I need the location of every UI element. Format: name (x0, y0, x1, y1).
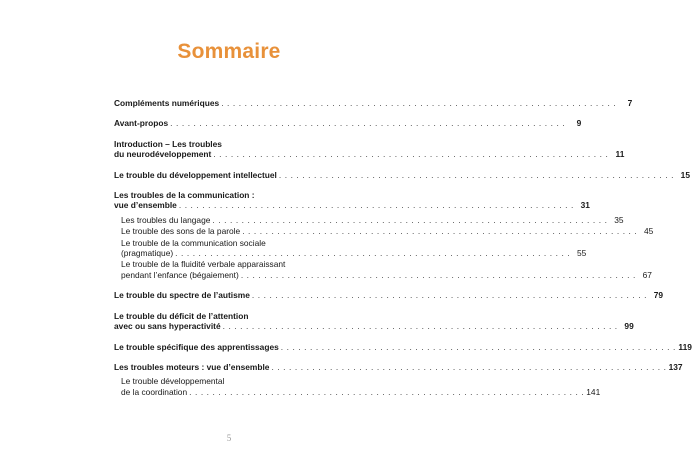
toc-entry-last-line (114, 98, 633, 108)
toc-entry-title-line: Les troubles de la communication : (114, 190, 255, 201)
toc-entry-title-line: Introduction – Les troubles (114, 138, 222, 149)
toc-entry (114, 290, 664, 301)
dot-leader: . . . . . . . . . . . . . . . . . . . . . . . . . . . . . . . . . . . . . . . . . . . . . . . . . . . . . . . . . . . . . . . . . . . . (221, 98, 617, 108)
dot-leader: . . . . . . . . . . . . . . . . . . . . . . . . . . . . . . . . . . . . . . . . . . . . . . . . . . . . . . . . . . . . . . . . . . . . (222, 321, 618, 332)
toc-entry-title-line: du neurodéveloppement (114, 149, 212, 160)
toc-entry (114, 118, 582, 129)
dot-leader: . . . . . . . . . . . . . . . . . . . . . . . . . . . . . . . . . . . . . . . . . . . . . . . . . . . . . . . . . . . . . . . . . . . . (271, 361, 667, 372)
dot-leader: . . . . . . . . . . . . . . . . . . . . . . . . . . . . . . . . . . . . . . . . . . . . . . . . . . . . . . . . . . . . . . . . . . . . (251, 290, 648, 301)
toc-page-number: 35 (614, 214, 624, 225)
toc-entry (114, 310, 634, 332)
toc-page-number: 11 (615, 149, 625, 160)
toc-entry-title-line: Compléments numériques (114, 98, 220, 108)
toc-subentry (114, 237, 587, 259)
toc-entry (114, 361, 683, 372)
toc-entry-last-line (121, 248, 587, 259)
toc-entry-title-line: Le trouble de la communication sociale (121, 237, 266, 248)
toc-entry-title-line: Le trouble du déficit de l’attention (114, 310, 249, 321)
toc-entry-title-line: Le trouble de la fluidité verbale apparaissant (121, 259, 286, 270)
dot-leader: . . . . . . . . . . . . . . . . . . . . . . . . . . . . . . . . . . . . . . . . . . . . . . . . . . . . . . . . . . . . . . . . . . . . (278, 169, 674, 180)
dot-leader: . . . . . . . . . . . . . . . . . . . . . . . . . . . . . . . . . . . . . . . . . . . . . . . . . . . . . . . . . . . . . . . . . . . . (175, 248, 571, 259)
toc-entry-last-line (114, 200, 590, 211)
toc-entry-last-line (121, 386, 601, 397)
toc-entry-last-line (121, 226, 654, 237)
toc-page-number: 67 (642, 269, 652, 280)
toc-entry-title-line: Le trouble des sons de la parole (121, 226, 241, 237)
table-of-contents (114, 98, 692, 397)
dot-leader: . . . . . . . . . . . . . . . . . . . . . . . . . . . . . . . . . . . . . . . . . . . . . . . . . . . . . . . . . . . . . . . . . . . . (178, 200, 574, 211)
toc-entry-title-line: Avant-propos (114, 118, 169, 129)
dot-leader: . . . . . . . . . . . . . . . . . . . . . . . . . . . . . . . . . . . . . . . . . . . . . . . . . . . . . . . . . . . . . . . . . . . . (240, 269, 636, 280)
toc-entry-title-line: avec ou sans hyperactivité (114, 321, 221, 332)
toc-subentry (114, 376, 601, 397)
toc-entry-last-line (114, 169, 690, 180)
toc-entry-last-line (114, 321, 634, 332)
dot-leader: . . . . . . . . . . . . . . . . . . . . . . . . . . . . . . . . . . . . . . . . . . . . . . . . . . . . . . . . . . . . . . . . . . . . (213, 149, 609, 160)
toc-page-number: 141 (586, 386, 601, 397)
toc-entry-last-line (114, 361, 683, 372)
toc-entry-last-line (121, 269, 652, 280)
toc-page-number: 137 (668, 361, 683, 372)
toc-page-number: 9 (576, 118, 582, 129)
toc-entry (114, 169, 690, 180)
toc-entry-title-line: pendant l’enfance (bégaiement) (121, 269, 239, 280)
toc-entry-title-line: Les troubles moteurs : vue d’ensemble (114, 361, 270, 372)
toc-subentry (114, 226, 654, 237)
toc-entry-last-line (121, 214, 624, 225)
toc-page-number: 119 (678, 341, 692, 352)
toc-entry (114, 341, 692, 352)
page-title: Sommaire (177, 40, 281, 63)
dot-leader: . . . . . . . . . . . . . . . . . . . . . . . . . . . . . . . . . . . . . . . . . . . . . . . . . . . . . . . . . . . . . . . . . . . . (242, 226, 638, 237)
dot-leader: . . . . . . . . . . . . . . . . . . . . . . . . . . . . . . . . . . . . . . . . . . . . . . . . . . . . . . . . . . . . . . . . . . . . (189, 386, 585, 397)
toc-page-number: 55 (576, 248, 587, 259)
toc-page-number: 31 (580, 200, 590, 211)
toc-entry-title-line: (pragmatique) (121, 248, 174, 259)
toc-entry-last-line (114, 149, 625, 160)
toc-page-number: 7 (627, 98, 633, 108)
toc-page-number: 15 (680, 169, 690, 180)
toc-page-number: 99 (624, 321, 634, 332)
toc-entry (114, 138, 625, 160)
dot-leader: . . . . . . . . . . . . . . . . . . . . . . . . . . . . . . . . . . . . . . . . . . . . . . . . . . . . . . . . . . . . . . . . . . . . (280, 341, 676, 352)
dot-leader: . . . . . . . . . . . . . . . . . . . . . . . . . . . . . . . . . . . . . . . . . . . . . . . . . . . . . . . . . . . . . . . . . . . . (212, 214, 608, 225)
toc-subentry (114, 214, 624, 225)
dot-leader: . . . . . . . . . . . . . . . . . . . . . . . . . . . . . . . . . . . . . . . . . . . . . . . . . . . . . . . . . . . . . . . . . . . . (170, 118, 566, 129)
toc-entry-last-line (114, 290, 664, 301)
toc-entry-title-line: Le trouble spécifique des apprentissages (114, 341, 279, 352)
page-number-folio: 5 (226, 433, 232, 443)
toc-entry-title-line: Les troubles du langage (121, 214, 211, 225)
toc-entry (114, 98, 633, 108)
toc-entry-last-line (114, 118, 582, 129)
toc-entry-title-line: Le trouble du spectre de l’autisme (114, 290, 250, 301)
toc-entry-title-line: vue d’ensemble (114, 200, 177, 211)
toc-entry (114, 190, 590, 211)
toc-page-number: 79 (653, 290, 664, 301)
toc-entry-title-line: de la coordination (121, 386, 188, 397)
toc-page-number: 45 (644, 226, 654, 237)
toc-subentry (114, 259, 652, 280)
toc-entry-title-line: Le trouble développemental (121, 376, 225, 387)
toc-entry-title-line: Le trouble du développement intellectuel (114, 169, 277, 180)
toc-entry-last-line (114, 341, 692, 352)
